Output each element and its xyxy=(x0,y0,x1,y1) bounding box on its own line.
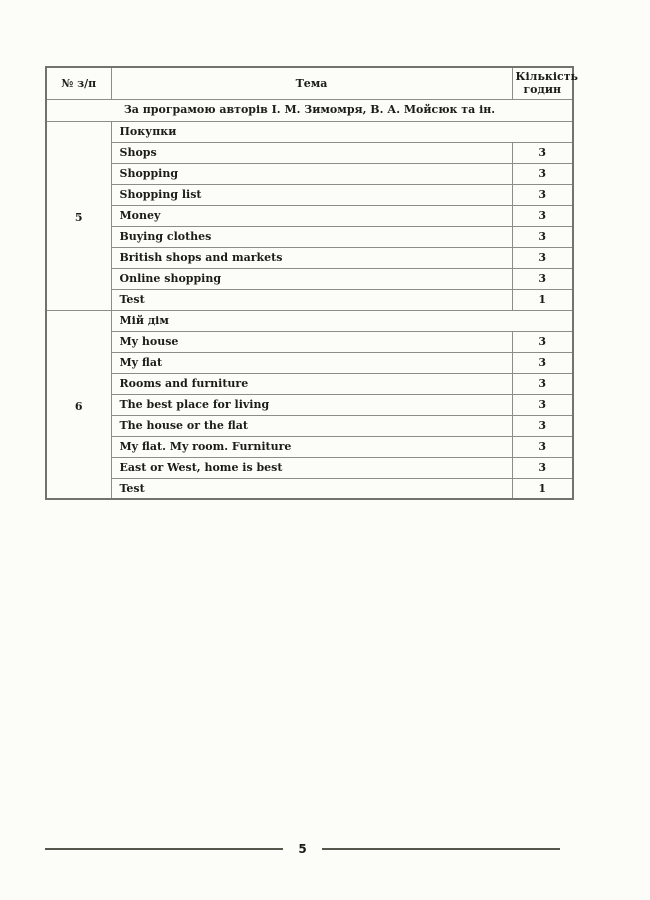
hours-cell: 3 xyxy=(512,457,573,478)
section-title: Покупки xyxy=(111,121,573,142)
table-row xyxy=(46,289,573,310)
topic-cell: The best place for living xyxy=(111,394,512,415)
header-number-column: № з/п xyxy=(46,67,111,99)
hours-cell: 3 xyxy=(512,142,573,163)
hours-cell: 1 xyxy=(512,478,573,499)
table-row xyxy=(46,478,573,499)
hours-cell: 3 xyxy=(512,184,573,205)
hours-cell: 3 xyxy=(512,163,573,184)
hours-cell: 3 xyxy=(512,436,573,457)
topic-cell: Money xyxy=(111,205,512,226)
section-title-row xyxy=(46,310,573,331)
table-header-row xyxy=(46,67,573,99)
topic-cell: Test xyxy=(111,289,512,310)
section-title: Мій дім xyxy=(111,310,573,331)
hours-cell: 3 xyxy=(512,205,573,226)
table-row xyxy=(46,268,573,289)
topic-cell: Test xyxy=(111,478,512,499)
section-title-row xyxy=(46,121,573,142)
table-row xyxy=(46,415,573,436)
topic-cell: The house or the flat xyxy=(111,415,512,436)
hours-cell: 3 xyxy=(512,352,573,373)
topic-cell: Buying clothes xyxy=(111,226,512,247)
header-hours-column: Кількість годин xyxy=(512,67,573,99)
topic-cell: East or West, home is best xyxy=(111,457,512,478)
program-note: За програмою авторів І. М. Зимомря, В. А. Мойсюк та ін. xyxy=(46,99,573,121)
curriculum-table xyxy=(45,66,579,500)
topic-cell: Shopping list xyxy=(111,184,512,205)
topic-cell: Shopping xyxy=(111,163,512,184)
topic-cell: My house xyxy=(111,331,512,352)
program-note-row xyxy=(46,99,573,121)
table-row xyxy=(46,205,573,226)
hours-cell: 3 xyxy=(512,247,573,268)
topic-cell: My flat. My room. Furniture xyxy=(111,436,512,457)
table-row xyxy=(46,142,573,163)
footer-rule-right xyxy=(322,848,560,850)
table-row xyxy=(46,331,573,352)
table-row xyxy=(46,247,573,268)
table-body xyxy=(46,99,573,499)
footer-rule-left xyxy=(45,848,283,850)
topic-cell: Shops xyxy=(111,142,512,163)
hours-cell: 3 xyxy=(512,415,573,436)
hours-cell: 3 xyxy=(512,226,573,247)
page-footer xyxy=(45,840,560,858)
hours-cell: 1 xyxy=(512,289,573,310)
topic-cell: British shops and markets xyxy=(111,247,512,268)
table-row xyxy=(46,373,573,394)
table-row xyxy=(46,163,573,184)
hours-cell: 3 xyxy=(512,331,573,352)
topic-cell: Rooms and furniture xyxy=(111,373,512,394)
hours-cell: 3 xyxy=(512,373,573,394)
table-row xyxy=(46,436,573,457)
table-row xyxy=(46,352,573,373)
table-row xyxy=(46,457,573,478)
header-topic-column: Тема xyxy=(111,67,512,99)
table-row xyxy=(46,184,573,205)
table-row xyxy=(46,226,573,247)
hours-cell: 3 xyxy=(512,394,573,415)
section-number: 5 xyxy=(46,121,111,310)
page-number: 5 xyxy=(298,842,307,856)
section-number: 6 xyxy=(46,310,111,499)
topic-cell: My flat xyxy=(111,352,512,373)
hours-cell: 3 xyxy=(512,268,573,289)
table-row xyxy=(46,394,573,415)
topic-cell: Online shopping xyxy=(111,268,512,289)
